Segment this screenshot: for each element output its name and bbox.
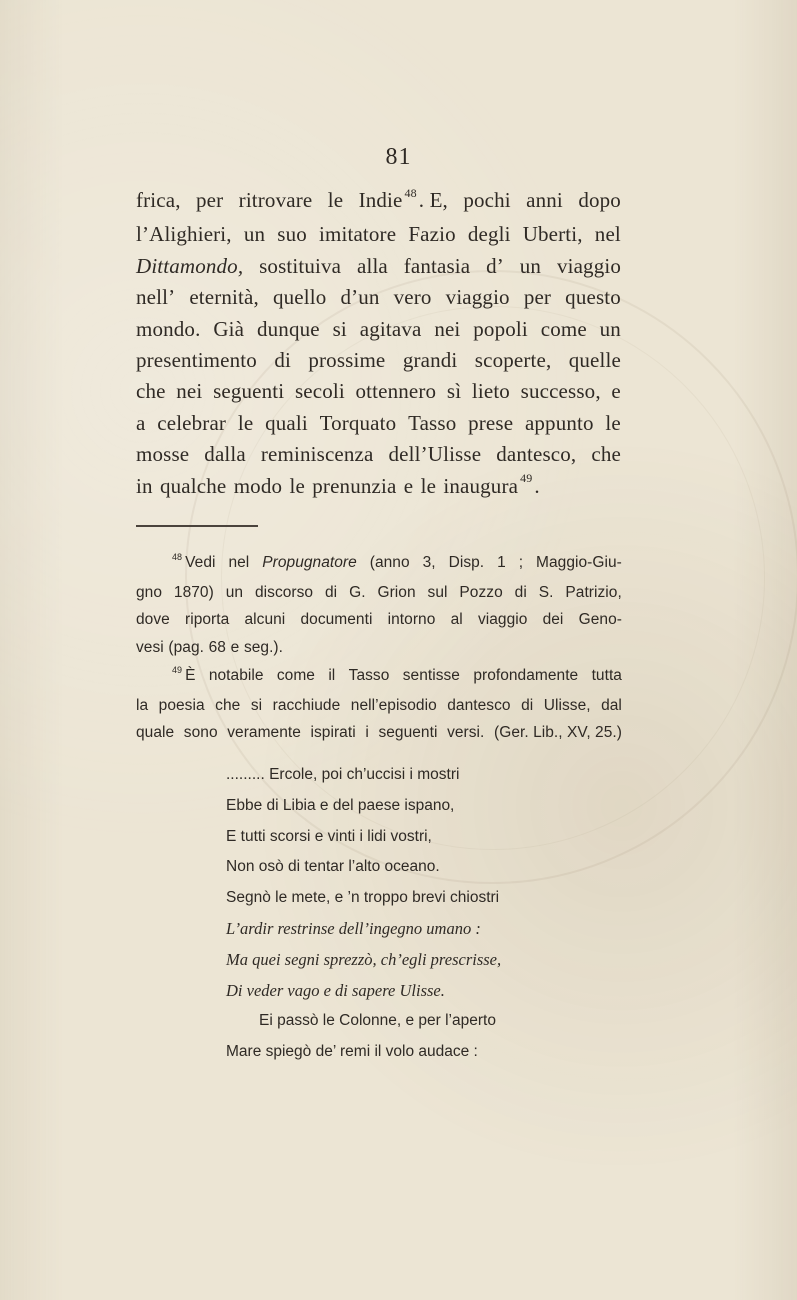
poem-line: Non osò di tentar l’alto oceano.	[226, 858, 440, 876]
footnote-48-line: $^{48}$ Vedi nel Propugnatore (anno 3, Disp. 1 ; Maggio-Giu-	[172, 552, 622, 571]
page-number: 81	[385, 144, 412, 170]
main-text-line: presentimento di prossime grandi scoperte, quelle	[136, 348, 621, 373]
footnote-48-line: gno 1870) un discorso di G. Grion sul Pozzo di S. Patrizio,	[136, 583, 622, 601]
footnote-49-line: quale sono veramente ispirati i seguenti versi. (Ger. Lib., XV, 25.)	[136, 724, 622, 742]
footnote-49-line: la poesia che si racchiude nell’episodio dantesco di Ulisse, dal	[136, 696, 622, 714]
poem-line: Ei passò le Colonne, e per l’aperto	[259, 1012, 496, 1030]
main-text-line: in qualche modo le prenunzia e le inaugura $^{49}$.	[136, 471, 540, 498]
footnote-49-line: $^{49}$ È notabile come il Tasso sentisse profondamente tutta	[172, 665, 622, 684]
poem-line: ......... Ercole, poi ch’uccisi i mostri	[226, 766, 460, 783]
main-text-line: nell’ eternità, quello d’un vero viaggio per questo	[136, 285, 621, 310]
poem-line: E tutti scorsi e vinti i lidi vostri,	[226, 827, 432, 845]
main-text-line: che nei seguenti secoli ottennero sì lieto successo, e	[136, 379, 621, 404]
poem-line: Segnò le mete, e ’n troppo brevi chiostri	[226, 889, 500, 907]
main-text-line: frica, per ritrovare le Indie $^{48}$. E, pochi anni dopo	[136, 185, 621, 212]
footnote-48-line: dove riporta alcuni documenti intorno al viaggio dei Geno-	[136, 611, 622, 629]
poem-line: Mare spiegò de’ remi il volo audace :	[226, 1043, 478, 1061]
footnotes	[136, 549, 622, 747]
main-text-line: l’Alighieri, un suo imitatore Fazio degli Uberti, nel	[136, 222, 621, 247]
main-text-line: mosse dalla reminiscenza dell’Ulisse dantesco, che	[136, 442, 621, 467]
main-text-line: a celebrar le quali Torquato Tasso prese appunto le	[136, 410, 621, 435]
poem-line-italic: L’ardir restrinse dell’ingegno umano :	[226, 918, 481, 938]
footnote-separator-rule	[136, 525, 258, 527]
main-body-text	[136, 185, 621, 505]
poem-line-italic: Di veder vago e di sapere Ulisse.	[226, 980, 445, 1000]
poem-line: Ebbe di Libia e del paese ispano,	[226, 796, 455, 814]
footnote-number-48: 48	[172, 552, 183, 563]
quoted-poem	[226, 760, 556, 1068]
poem-line-italic: Ma quei segni sprezzò, ch’egli prescrisse,	[226, 949, 502, 969]
main-text-line: Dittamondo, sostituiva alla fantasia d’ un viaggio	[136, 253, 621, 278]
footnote-48-line: vesi (pag. 68 e seg.).	[136, 639, 284, 657]
footnote-number-49: 49	[172, 665, 183, 676]
footnote-reference-48: 48	[404, 185, 417, 200]
main-text-line: mondo. Già dunque si agitava nei popoli come un	[136, 316, 621, 341]
footnote-reference-49: 49	[520, 471, 533, 486]
